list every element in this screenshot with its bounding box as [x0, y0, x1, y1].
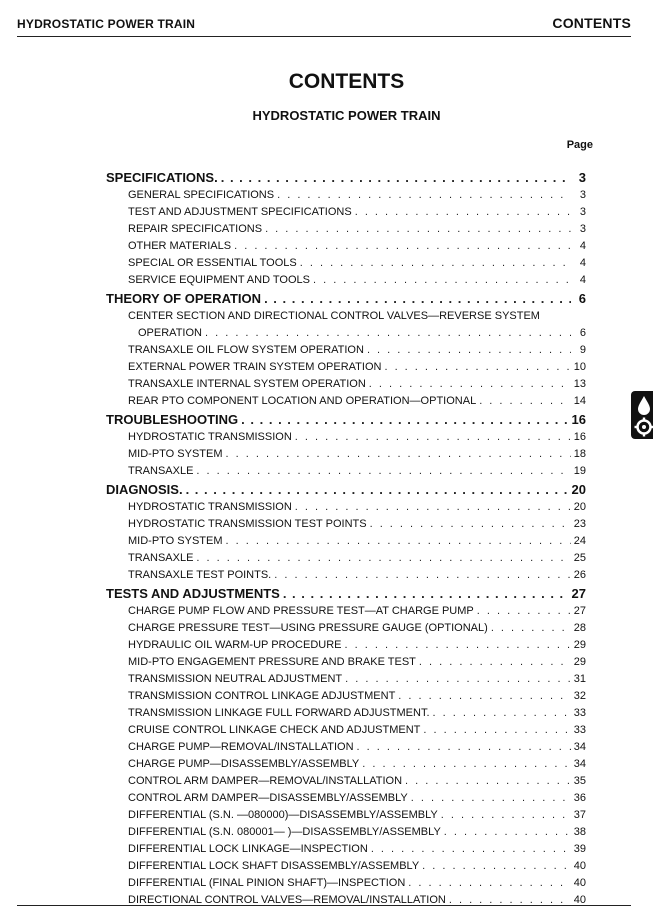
page-subtitle: HYDROSTATIC POWER TRAIN: [252, 108, 441, 123]
toc-entry-title: MID-PTO ENGAGEMENT PRESSURE AND BRAKE TEST: [128, 656, 416, 668]
toc-entry[interactable]: [106, 223, 586, 240]
toc-entry[interactable]: [106, 894, 586, 911]
toc-entry[interactable]: [106, 240, 586, 257]
toc-entry-page-number: 3: [579, 223, 586, 235]
toc-entry[interactable]: [106, 274, 586, 291]
dot-leader: [295, 501, 571, 513]
dot-leader: [384, 361, 570, 373]
dot-leader: [295, 431, 571, 443]
toc-section-page-number: 20: [571, 482, 586, 497]
dot-leader: [419, 656, 571, 668]
toc-section-title: DIAGNOSIS.: [106, 482, 183, 497]
toc-section[interactable]: [106, 291, 586, 310]
toc-entry-page-number: 29: [573, 639, 586, 651]
toc-entry-page-number: 4: [579, 274, 586, 286]
toc-entry[interactable]: [106, 605, 586, 622]
toc-entry-page-number: 24: [573, 535, 586, 547]
toc-section-page-number: 27: [571, 586, 586, 601]
dot-leader: [444, 826, 571, 838]
toc-entry-page-number: 37: [573, 809, 586, 821]
toc-entry[interactable]: [106, 860, 586, 877]
dot-leader: [313, 274, 571, 286]
toc-entry[interactable]: [106, 395, 586, 412]
toc-entry[interactable]: [106, 690, 586, 707]
toc-section-title: SPECIFICATIONS.: [106, 170, 218, 185]
toc-entry[interactable]: [106, 877, 586, 894]
toc-entry-title: CONTROL ARM DAMPER—DISASSEMBLY/ASSEMBLY: [128, 792, 408, 804]
toc-entry-page-number: 23: [573, 518, 586, 530]
toc-section-title: TROUBLESHOOTING: [106, 412, 239, 427]
toc-entry-title: TRANSMISSION LINKAGE FULL FORWARD ADJUSTMENT.: [128, 707, 430, 719]
toc-entry-page-number: 34: [573, 758, 586, 770]
toc-entry-page-number: 36: [573, 792, 586, 804]
toc-entry-title: REAR PTO COMPONENT LOCATION AND OPERATION—OPTIONAL: [128, 395, 477, 407]
dot-leader: [355, 206, 571, 218]
toc-entry-title: HYDRAULIC OIL WARM-UP PROCEDURE: [128, 639, 342, 651]
dot-leader: [477, 605, 571, 617]
dot-leader: [433, 707, 571, 719]
toc-entry-title: CHARGE PRESSURE TEST—USING PRESSURE GAUGE (OPTIONAL): [128, 622, 488, 634]
dot-leader: [274, 569, 571, 581]
dot-leader: [265, 223, 571, 235]
dot-leader: [422, 860, 571, 872]
toc-entry-title: TRANSAXLE TEST POINTS.: [128, 569, 272, 581]
dot-leader: [405, 775, 571, 787]
dot-leader: [479, 395, 571, 407]
toc-entry-title: DIFFERENTIAL LOCK LINKAGE—INSPECTION: [128, 843, 368, 855]
toc-entry[interactable]: [106, 707, 586, 724]
toc-entry-page-number: 39: [573, 843, 586, 855]
toc-entry-page-number: 38: [573, 826, 586, 838]
toc-entry[interactable]: [106, 792, 586, 809]
toc-entry-continued-title: OPERATION: [138, 327, 202, 339]
dot-leader: [398, 690, 570, 702]
dot-leader: [367, 344, 571, 356]
toc-section-page-number: 16: [571, 412, 586, 427]
toc-entry[interactable]: [106, 257, 586, 274]
toc-entry-title: CRUISE CONTROL LINKAGE CHECK AND ADJUSTMENT: [128, 724, 421, 736]
toc-entry[interactable]: [106, 552, 586, 569]
dot-leader: [357, 741, 571, 753]
dot-leader: [226, 448, 571, 460]
toc-entry-page-number: 3: [579, 206, 586, 218]
table-of-contents: [106, 170, 586, 911]
toc-entry[interactable]: [106, 656, 586, 673]
toc-entry-page-number: 20: [573, 501, 586, 513]
dot-leader: [205, 327, 571, 339]
toc-entry[interactable]: [106, 622, 586, 639]
dot-leader: [221, 170, 571, 185]
toc-entry-page-number: 33: [573, 707, 586, 719]
dot-leader: [234, 240, 571, 252]
toc-entry-continued-page-number: 6: [579, 327, 586, 339]
toc-entry-page-number: 40: [573, 860, 586, 872]
dot-leader: [241, 412, 568, 427]
toc-entry-title: MID-PTO SYSTEM: [128, 535, 223, 547]
toc-entry-title: DIFFERENTIAL (S.N. 080001— )—DISASSEMBLY/ASSEMBLY: [128, 826, 441, 838]
toc-entry-page-number: 40: [573, 894, 586, 906]
toc-entry-title: DIFFERENTIAL (S.N. —080000)—DISASSEMBLY/ASSEMBLY: [128, 809, 438, 821]
header-rule: [17, 36, 631, 37]
toc-entry[interactable]: [106, 535, 586, 552]
toc-entry-title: SERVICE EQUIPMENT AND TOOLS: [128, 274, 310, 286]
toc-entry-title: REPAIR SPECIFICATIONS: [128, 223, 263, 235]
toc-entry[interactable]: [106, 431, 586, 448]
toc-entry[interactable]: [106, 518, 586, 535]
toc-entry[interactable]: [106, 758, 586, 775]
toc-entry-page-number: 4: [579, 240, 586, 252]
dot-leader: [369, 378, 571, 390]
toc-entry-title: TRANSAXLE: [128, 465, 194, 477]
toc-entry[interactable]: [106, 378, 586, 395]
dot-leader: [264, 291, 571, 306]
dot-leader: [277, 189, 571, 201]
toc-entry-page-number: 18: [573, 448, 586, 460]
toc-entry-title: TRANSAXLE INTERNAL SYSTEM OPERATION: [128, 378, 366, 390]
toc-entry-page-number: 29: [573, 656, 586, 668]
dot-leader: [370, 518, 571, 530]
toc-entry-page-number: 28: [573, 622, 586, 634]
dot-leader: [283, 586, 569, 601]
toc-entry-title: EXTERNAL POWER TRAIN SYSTEM OPERATION: [128, 361, 382, 373]
toc-entry[interactable]: [106, 741, 586, 758]
toc-entry[interactable]: [106, 724, 586, 741]
toc-entry-title: DIFFERENTIAL (FINAL PINION SHAFT)—INSPECTION: [128, 877, 406, 889]
toc-entry-title: OTHER MATERIALS: [128, 240, 232, 252]
toc-entry-page-number: 14: [573, 395, 586, 407]
toc-entry-page-number: 27: [573, 605, 586, 617]
toc-entry-page-number: 33: [573, 724, 586, 736]
toc-entry-page-number: 35: [573, 775, 586, 787]
toc-entry-title: HYDROSTATIC TRANSMISSION: [128, 431, 292, 443]
toc-entry[interactable]: [106, 639, 586, 656]
toc-entry-page-number: 26: [573, 569, 586, 581]
toc-section-page-number: 6: [578, 291, 586, 306]
dot-leader: [408, 877, 570, 889]
toc-section-title: THEORY OF OPERATION: [106, 291, 262, 306]
toc-entry-title: TRANSAXLE: [128, 552, 194, 564]
toc-entry-page-number: 40: [573, 877, 586, 889]
footer-rule: [17, 905, 631, 906]
toc-entry[interactable]: [106, 310, 586, 327]
toc-entry[interactable]: [106, 189, 586, 206]
toc-entry-title: TEST AND ADJUSTMENT SPECIFICATIONS: [128, 206, 352, 218]
toc-entry[interactable]: [106, 361, 586, 378]
toc-section-title: TESTS AND ADJUSTMENTS: [106, 586, 280, 601]
toc-entry[interactable]: [106, 843, 586, 860]
toc-entry-title: GENERAL SPECIFICATIONS: [128, 189, 275, 201]
toc-entry[interactable]: [106, 775, 586, 792]
toc-entry-title: CHARGE PUMP—REMOVAL/INSTALLATION: [128, 741, 354, 753]
toc-section[interactable]: [106, 586, 586, 605]
toc-entry-title: CHARGE PUMP—DISASSEMBLY/ASSEMBLY: [128, 758, 360, 770]
toc-entry-title: SPECIAL OR ESSENTIAL TOOLS: [128, 257, 297, 269]
running-header-left: HYDROSTATIC POWER TRAIN: [17, 17, 196, 31]
dot-leader: [423, 724, 570, 736]
toc-entry-page-number: 19: [573, 465, 586, 477]
toc-entry-title: HYDROSTATIC TRANSMISSION TEST POINTS: [128, 518, 367, 530]
toc-entry[interactable]: [106, 448, 586, 465]
toc-entry-page-number: 31: [573, 673, 586, 685]
toc-entry-page-number: 13: [573, 378, 586, 390]
toc-section-page-number: 3: [578, 170, 586, 185]
toc-section[interactable]: [106, 412, 586, 431]
toc-entry-page-number: 3: [579, 189, 586, 201]
dot-leader: [196, 465, 570, 477]
dot-leader: [362, 758, 570, 770]
toc-entry[interactable]: [106, 206, 586, 223]
page-title: CONTENTS: [288, 70, 405, 93]
dot-leader: [186, 482, 569, 497]
toc-entry-title: TRANSAXLE OIL FLOW SYSTEM OPERATION: [128, 344, 364, 356]
toc-entry[interactable]: [106, 569, 586, 586]
toc-entry-title: DIRECTIONAL CONTROL VALVES—REMOVAL/INSTALLATION: [128, 894, 446, 906]
toc-entry-page-number: 25: [573, 552, 586, 564]
dot-leader: [491, 622, 571, 634]
toc-entry-page-number: 4: [579, 257, 586, 269]
toc-entry[interactable]: [106, 673, 586, 690]
dot-leader: [345, 673, 571, 685]
dot-leader: [345, 639, 571, 651]
toc-entry-page-number: 32: [573, 690, 586, 702]
toc-entry[interactable]: [106, 465, 586, 482]
toc-entry[interactable]: [106, 501, 586, 518]
toc-section[interactable]: [106, 170, 586, 189]
page-column-label: Page: [566, 139, 593, 151]
toc-entry-page-number: 10: [573, 361, 586, 373]
toc-entry-page-number: 9: [579, 344, 586, 356]
toc-entry[interactable]: [106, 826, 586, 843]
toc-entry[interactable]: [106, 809, 586, 826]
toc-section[interactable]: [106, 482, 586, 501]
hydraulic-drop-and-gear-icon: [631, 391, 653, 439]
toc-entry-title: CONTROL ARM DAMPER—REMOVAL/INSTALLATION: [128, 775, 403, 787]
dot-leader: [441, 809, 571, 821]
dot-leader: [371, 843, 571, 855]
toc-entry-title: CENTER SECTION AND DIRECTIONAL CONTROL VALVES—REVERSE SYSTEM: [128, 310, 540, 322]
dot-leader: [226, 535, 571, 547]
toc-entry-title: TRANSMISSION CONTROL LINKAGE ADJUSTMENT: [128, 690, 396, 702]
dot-leader: [411, 792, 571, 804]
toc-entry-page-number: 16: [573, 431, 586, 443]
toc-entry-title: CHARGE PUMP FLOW AND PRESSURE TEST—AT CHARGE PUMP: [128, 605, 474, 617]
toc-entry-title: DIFFERENTIAL LOCK SHAFT DISASSEMBLY/ASSEMBLY: [128, 860, 420, 872]
dot-leader: [196, 552, 570, 564]
toc-entry-title: HYDROSTATIC TRANSMISSION: [128, 501, 292, 513]
toc-entry-title: MID-PTO SYSTEM: [128, 448, 223, 460]
toc-entry-continued[interactable]: [106, 327, 586, 344]
dot-leader: [300, 257, 571, 269]
toc-entry-title: TRANSMISSION NEUTRAL ADJUSTMENT: [128, 673, 343, 685]
running-header-right: CONTENTS: [552, 15, 631, 31]
toc-entry-page-number: 34: [573, 741, 586, 753]
toc-entry[interactable]: [106, 344, 586, 361]
